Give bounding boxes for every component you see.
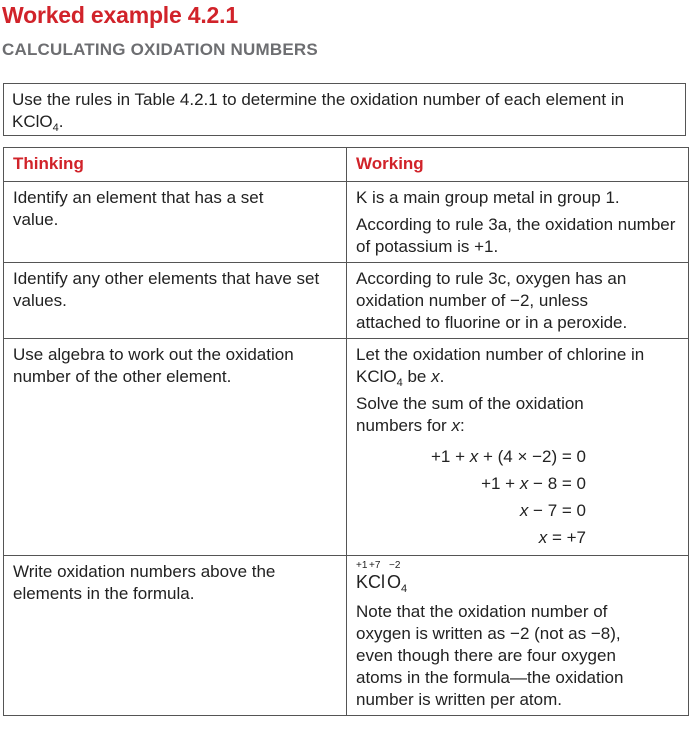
working-part: . [439,367,445,386]
working-part: Let the oxidation number of chlorine in KClO [356,345,645,386]
thinking-text: Identify an element that has a set value. [13,188,264,229]
formula-subscript: 4 [401,583,408,595]
working-part: be [402,367,432,386]
working-text [356,393,616,437]
working-text: K is a main group metal in group 1. [356,188,620,207]
table-row [4,182,689,263]
task-subscript: 4 [52,122,59,134]
working-part: Solve the sum of the oxidation numbers for [356,394,584,435]
formula-with-oxidation-numbers [356,561,436,595]
element-cl: Cl [368,572,385,592]
equation-line: x − 7 = 0 [519,501,586,520]
table-row [4,556,689,716]
variable-x: x [451,416,460,435]
thinking-cell [4,339,347,556]
equation-line: x = +7 [538,528,586,547]
working-text: According to rule 3c, oxygen has an oxidation number of −2, unless attached to fluorine or in a peroxide. [356,269,628,332]
working-cell [347,339,689,556]
formula-subscript: 4 [396,377,403,389]
thinking-text: Write oxidation numbers above the elements in the formula. [13,562,276,603]
oxidation-number-k: +1 [356,560,368,571]
steps-table [3,147,689,716]
element-o: $O_4$ [387,572,408,595]
working-cell [347,263,689,339]
equation-line: +1 + x − 8 = 0 [481,474,586,493]
working-text [356,344,679,388]
working-text: According to rule 3a, the oxidation number of potassium is +1. [356,215,676,256]
thinking-text: Identify any other elements that have set values. [13,269,320,310]
thinking-text: Use algebra to work out the oxidation number of the other element. [13,345,294,386]
thinking-header: Thinking [4,148,347,182]
working-header: Working [347,148,689,182]
thinking-cell [4,263,347,339]
variable-x: x [431,367,440,386]
task-text: Use the rules in Table 4.2.1 to determine the oxidation number of each element in KClO [12,90,625,131]
note-text: Note that the oxidation number of oxygen is written as −2 (not as −8), even though there are four oxygen atoms in the formula—the oxidation number is written per atom. [356,602,624,709]
element-k: K [356,572,369,592]
equation-line: +1 + x + (4 × −2) = 0 [430,447,586,466]
task-box [3,83,686,136]
table-row [4,263,689,339]
oxidation-number-cl: +7 [369,560,381,571]
thinking-cell [4,182,347,263]
working-cell [347,182,689,263]
example-subtitle: CALCULATING OXIDATION NUMBERS [2,40,318,59]
thinking-cell [4,556,347,716]
working-part: : [459,416,465,435]
working-cell [347,556,689,716]
oxidation-number-o: −2 [389,560,401,571]
example-title: Worked example 4.2.1 [2,2,238,28]
table-row [4,339,689,556]
table-header-row [4,148,689,182]
task-end: . [58,112,64,131]
